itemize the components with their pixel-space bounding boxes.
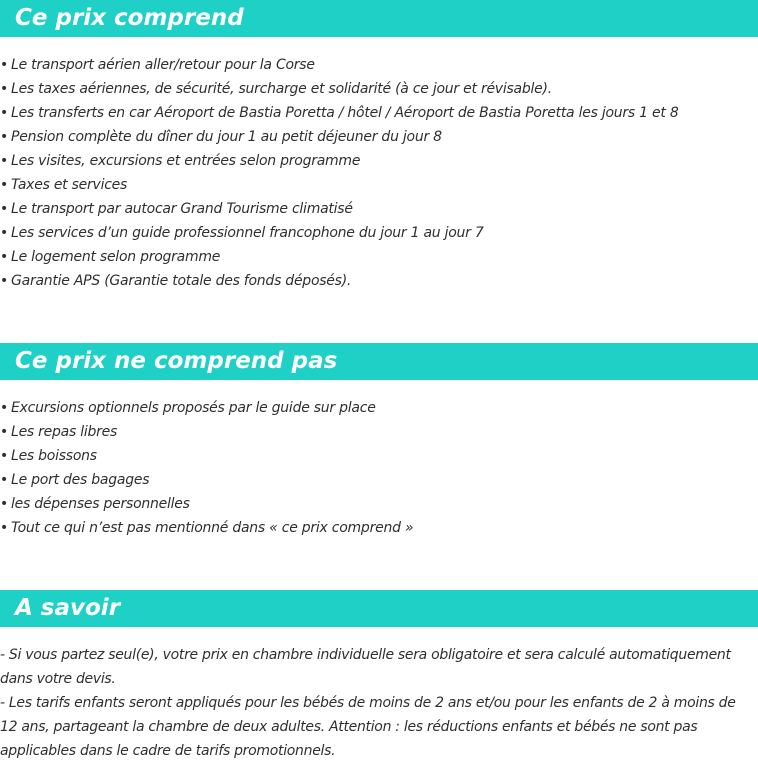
bullet-icon: • <box>0 105 9 121</box>
list-item: • Les boissons <box>0 448 97 464</box>
list-item: • Les services d’un guide professionnel francophone du jour 1 au jour 7 <box>0 225 484 241</box>
list-item: • Excursions optionnels proposés par le guide sur place <box>0 400 376 416</box>
bullet-icon: • <box>0 177 9 193</box>
bullet-icon: • <box>0 153 9 169</box>
bullet-icon: • <box>0 424 9 440</box>
bullet-icon: • <box>0 225 9 241</box>
bullet-icon: • <box>0 400 9 416</box>
bullet-icon: • <box>0 520 9 536</box>
info-paragraph-child-rates: - Les tarifs enfants seront appliqués pour les bébés de moins de 2 ans et/ou pour les enfants de 2 à moins de 12 ans, partageant la chambre de deux adultes. Attention : les réductions enfants et bébés ne sont pas applicables dans le cadre de tarifs promotionnels. <box>0 695 736 759</box>
list-item: • Le transport par autocar Grand Tourisme climatisé <box>0 201 353 217</box>
list-item: • Les visites, excursions et entrées selon programme <box>0 153 361 169</box>
bullet-icon: • <box>0 273 9 289</box>
section-header-info <box>0 590 758 627</box>
bullet-icon: • <box>0 57 9 73</box>
bullet-icon: • <box>0 448 9 464</box>
list-item: • Le logement selon programme <box>0 249 221 265</box>
bullet-icon: • <box>0 472 9 488</box>
bullet-icon: • <box>0 129 9 145</box>
excludes-list <box>0 396 413 540</box>
info-paragraph-single-room: - Si vous partez seul(e), votre prix en chambre individuelle sera obligatoire et sera calculé automatiquement dans votre devis. <box>0 647 731 687</box>
list-item: • les dépenses personnelles <box>0 496 190 512</box>
includes-list <box>0 53 678 293</box>
list-item: • Le transport aérien aller/retour pour la Corse <box>0 57 315 73</box>
list-item: • Pension complète du dîner du jour 1 au petit déjeuner du jour 8 <box>0 129 442 145</box>
list-item: • Les transferts en car Aéroport de Bastia Poretta / hôtel / Aéroport de Bastia Poretta les jours 1 et 8 <box>0 105 679 121</box>
bullet-icon: • <box>0 249 9 265</box>
section-header-includes <box>0 0 758 37</box>
bullet-icon: • <box>0 201 9 217</box>
section-header-excludes <box>0 343 758 380</box>
list-item: • Les repas libres <box>0 424 118 440</box>
bullet-icon: • <box>0 81 9 97</box>
list-item: • Garantie APS (Garantie totale des fonds déposés). <box>0 273 352 289</box>
list-item: • Taxes et services <box>0 177 128 193</box>
section-title-excludes: Ce prix ne comprend pas <box>15 348 338 374</box>
list-item: • Le port des bagages <box>0 472 150 488</box>
list-item: • Tout ce qui n’est pas mentionné dans « ce prix comprend » <box>0 520 414 536</box>
list-item: • Les taxes aériennes, de sécurité, surcharge et solidarité (à ce jour et révisable). <box>0 81 552 97</box>
section-title-info: A savoir <box>15 595 121 621</box>
section-title-includes: Ce prix comprend <box>15 5 244 31</box>
bullet-icon: • <box>0 496 9 512</box>
